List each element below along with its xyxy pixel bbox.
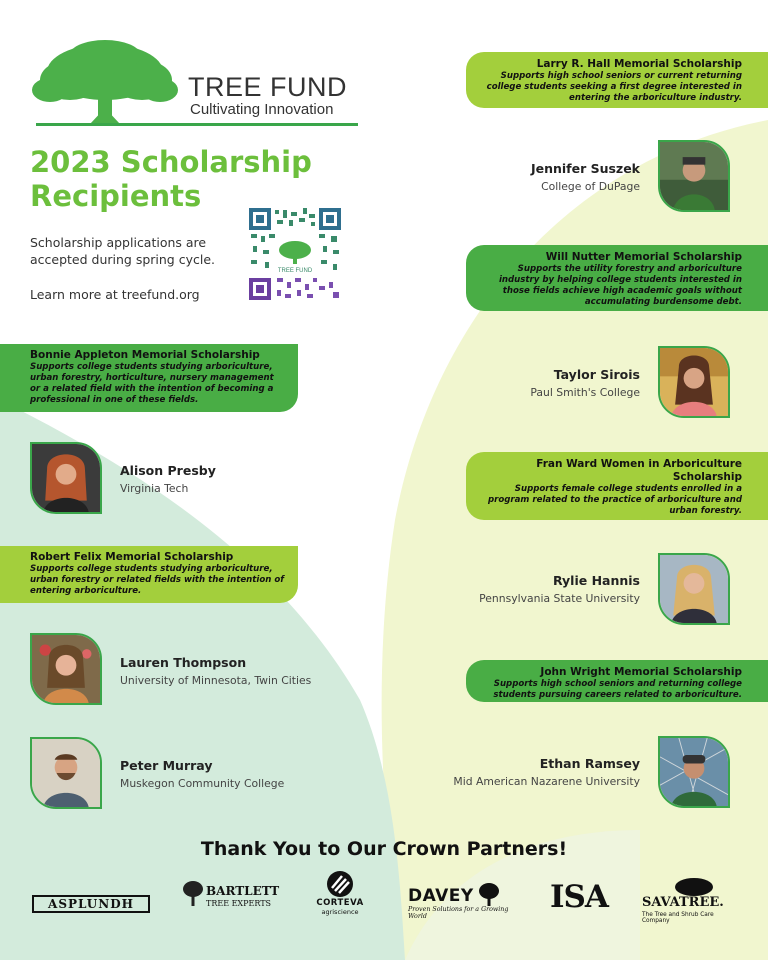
recipient-school: Paul Smith's College [530,386,640,399]
partner-logo-corteva [308,870,372,916]
recipient-school: Pennsylvania State University [479,592,640,605]
scholarship-robert-felix [0,546,298,603]
recipient-school: Virginia Tech [120,482,189,495]
logo-divider [36,123,358,126]
recipient-name: Taylor Sirois [553,367,640,382]
recipient-photo [30,737,102,809]
scholarship-title: Will Nutter Memorial Scholarship [545,251,742,263]
recipient-name: Lauren Thompson [120,655,247,670]
recipient-photo [658,553,730,625]
scholarship-will-nutter [466,245,768,311]
org-name: TREE FUND [188,72,347,102]
partner-logo-isa: ISA [550,879,608,915]
qr-code-icon[interactable] [247,206,343,302]
scholarship-bonnie-appleton [0,344,298,412]
corteva-name: CORTEVA [316,898,364,908]
org-tagline: Cultivating Innovation [190,101,334,118]
recipient-photo [30,442,102,514]
recipient-school: College of DuPage [541,180,640,193]
bartlett-tree-icon [182,880,204,906]
bartlett-subtitle: TREE EXPERTS [206,899,272,908]
scholarship-title: Fran Ward Women in Arboriculture Scholarship [536,458,742,483]
recipient-photo [30,633,102,705]
partners-heading: Thank You to Our Crown Partners! [200,838,568,860]
qr-label: TREE FUND [277,268,313,274]
scholarship-description: Supports the utility forestry and arboriculture industry by helping college students interested in those fields achieve high academic goals without accumulating burdensome debt. [498,264,742,307]
recipient-name: Rylie Hannis [552,573,640,588]
scholarship-description: Supports college students studying arboriculture, urban forestry or related fields with the intention of entering arboriculture. [30,564,284,596]
page-title: 2023 Scholarship Recipients [30,145,312,213]
corteva-subtitle: agriscience [321,908,359,916]
scholarship-title: Larry R. Hall Memorial Scholarship [536,58,742,70]
tree-logo-icon [30,38,180,128]
bartlett-name: BARTLETT [206,884,280,898]
scholarship-description: Supports high school seniors and returning college students pursuing careers related to arboriculture. [493,679,742,700]
scholarship-title: John Wright Memorial Scholarship [540,666,742,678]
recipient-name: Peter Murray [120,758,213,773]
scholarship-larry-hall [466,52,768,108]
scholarship-john-wright [466,660,768,702]
recipient-photo [658,346,730,418]
scholarship-title: Robert Felix Memorial Scholarship [30,551,234,563]
learn-more-link[interactable]: Learn more at treefund.org [30,287,200,302]
recipient-name: Ethan Ramsey [539,756,640,771]
davey-name: DAVEY [408,886,474,906]
savatree-name: SAVATREE. [642,895,724,910]
scholarship-description: Supports high school seniors or current returning college students seeking a first degree interested in entering the arboriculture industry. [486,71,742,103]
scholarship-description: Supports female college students enrolled in a program related to the practice of arboriculture and urban forestry. [487,484,742,516]
recipient-school: Muskegon Community College [120,777,285,790]
savatree-tagline: The Tree and Shrub Care Company [642,912,714,924]
davey-tree-icon [478,882,500,906]
partner-logo-davey [408,886,516,920]
scholarship-fran-ward [466,452,768,520]
recipient-name: Alison Presby [120,463,216,478]
recipient-school: University of Minnesota, Twin Cities [120,674,312,687]
recipient-school: Mid American Nazarene University [453,775,640,788]
recipient-name: Jennifer Suszek [530,161,640,176]
corteva-emblem-icon [326,870,354,898]
recipient-photo [658,140,730,212]
davey-tagline: Proven Solutions for a Growing World [408,906,509,920]
recipient-photo [658,736,730,808]
scholarship-title: Bonnie Appleton Memorial Scholarship [30,349,260,361]
partner-logo-asplundh: ASPLUNDH [32,895,150,913]
applications-note: Scholarship applications are accepted during spring cycle. [30,235,215,267]
scholarship-description: Supports college students studying arboriculture, urban forestry, horticulture, nursery management or a related field with the intention of becoming a professional in one of these fields. [30,362,274,405]
